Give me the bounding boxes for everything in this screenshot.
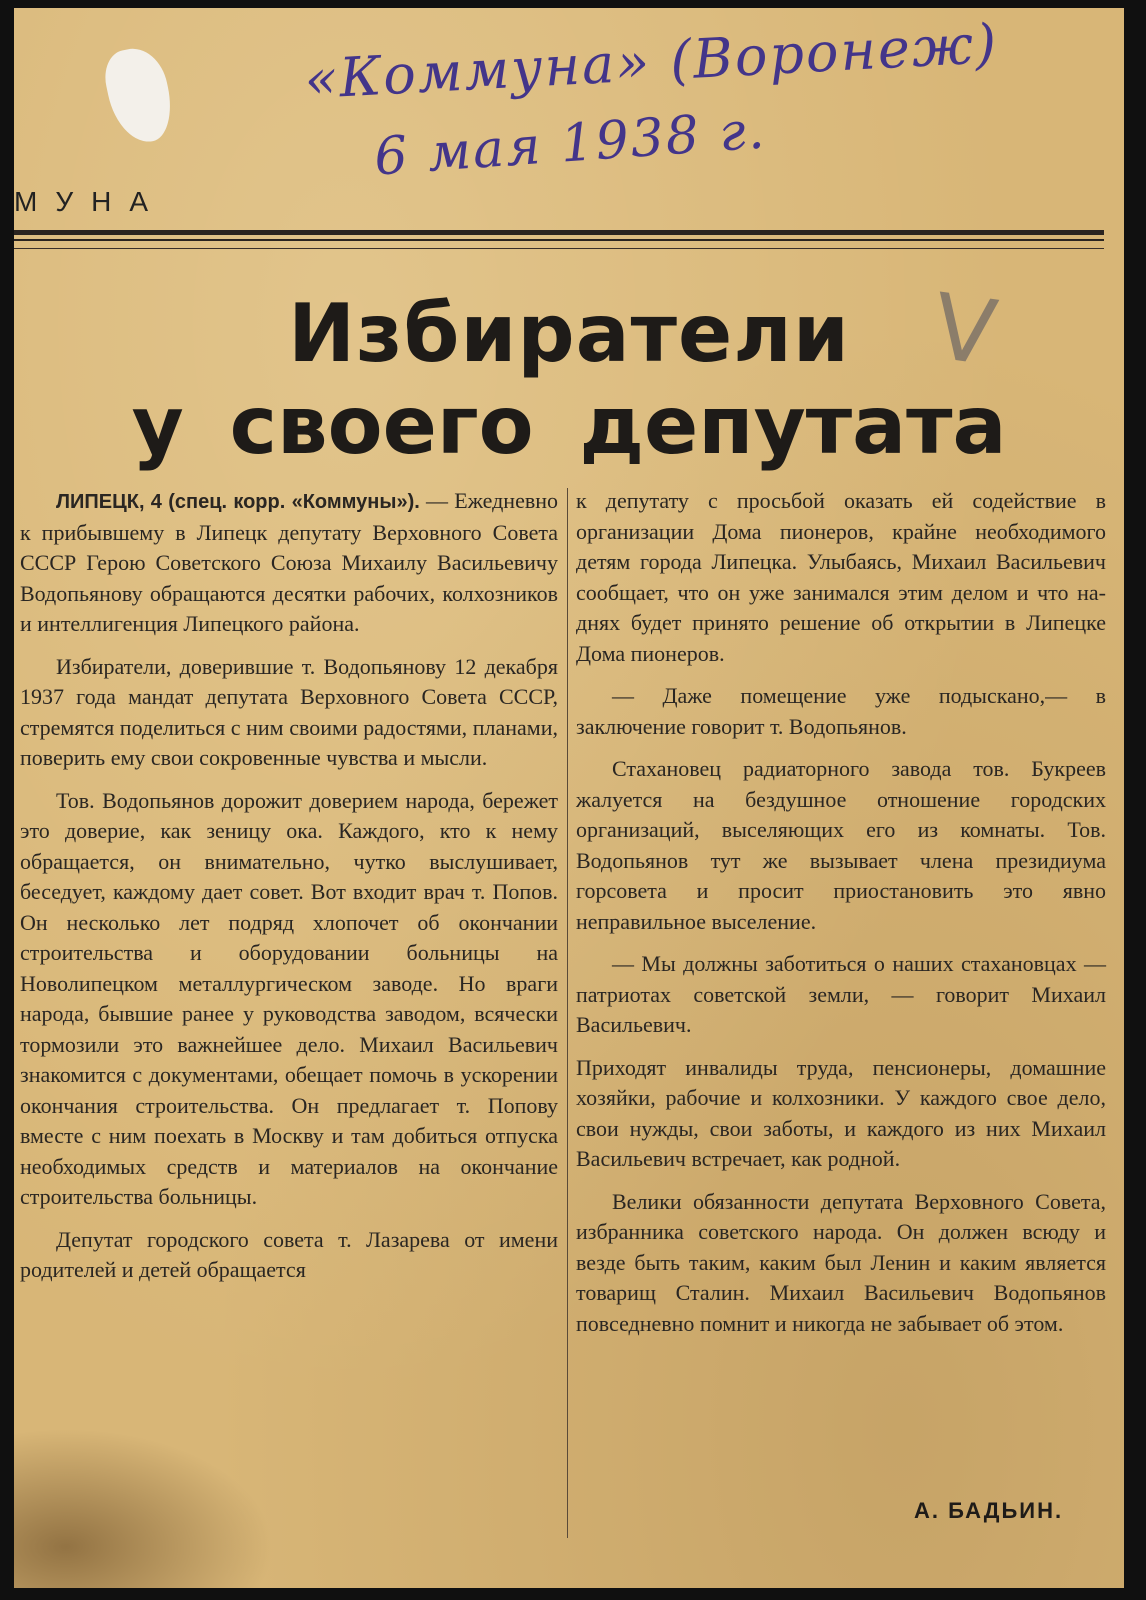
article-paragraph (20, 786, 558, 1213)
paragraph-text: — Даже помещение уже подыскано,— в заключение говорит т. Водопьянов. (576, 683, 1106, 739)
masthead-fragment: МУНА (14, 186, 167, 217)
handwritten-source: «Коммуна» (Воронеж) (302, 11, 1000, 112)
paragraph-text: Стахановец радиаторного завода тов. Букреев жалуется на бездушное отношение городских организаций, выселяющих его из комнаты. Тов. Водопьянов тут же вызывает члена президиума горсовета и просит приостановить это явно неправильное выселение. (576, 756, 1106, 934)
paragraph-text: Избиратели, доверившие т. Водопьянову 12 декабря 1937 года мандат депутата Верховного Совета СССР, стремятся поделиться с ним своими радостями, планами, поверить ему свои сокровенные чувства и мысли. (20, 653, 558, 770)
article-paragraph (576, 1187, 1106, 1340)
article-paragraph (576, 949, 1106, 1041)
article-paragraph (20, 652, 558, 774)
rule (14, 239, 1104, 241)
handwritten-date: 6 мая 1938 г. (372, 100, 768, 188)
paragraph-text: Приходят инвалиды труда, пенсионеры, домашние хозяйки, рабочие и колхозники. У каждого свое дело, свои нужды, свои заботы, и каждого из них Михаил Васильевич встречает, как родной. (576, 1054, 1106, 1171)
column-divider (567, 488, 568, 1538)
article-paragraph (576, 681, 1106, 742)
rule (14, 248, 1104, 249)
article-column-right (576, 486, 1106, 1351)
newspaper-clipping (14, 8, 1124, 1588)
headline-line-1: Избиратели (288, 287, 850, 380)
article-paragraph (20, 1225, 558, 1286)
torn-corner (100, 43, 178, 148)
article-paragraph (576, 486, 1106, 669)
handwritten-note (284, 11, 1044, 188)
article-column-left (20, 486, 558, 1298)
rule (14, 230, 1104, 235)
headline-line-2: у своего депутата (131, 379, 1007, 472)
paragraph-text: — Мы должны заботиться о наших стахановцах — патриотах советской земли, — говорит Михаил Васильевич. (576, 951, 1106, 1037)
author-signature: А. БАДЬИН. (914, 1498, 1064, 1523)
article-paragraph (576, 754, 1106, 937)
article-paragraph (20, 486, 558, 640)
dateline: ЛИПЕЦК, 4 (спец. корр. «Коммуны»). (56, 491, 420, 513)
stain (14, 1428, 274, 1588)
paragraph-text: к депутату с просьбой оказать ей содействие в организации Дома пионеров, крайне необходимого детям города Липецка. Улыбаясь, Михаил Васильевич сообщает, что он уже занимался этим делом и что на-днях будет принято решение об открытии в Липецке Дома пионеров. (576, 488, 1106, 666)
article-paragraph (576, 1053, 1106, 1175)
paragraph-text: Депутат городского совета т. Лазарева от имени родителей и детей обращается (20, 1226, 558, 1282)
paragraph-text: Велики обязанности депутата Верховного Совета, избранника советского народа. Он должен всюду и везде быть таким, каким был Ленин и каким является товарищ Сталин. Михаил Васильевич Водопьянов повседневно помнит и никогда не забывает об этом. (576, 1188, 1106, 1336)
check-mark: V (926, 274, 1003, 387)
paragraph-text: — Ежедневно к прибывшему в Липецк депутату Верховного Совета СССР Герою Советского Союза Михаилу Васильевичу Водопьянову обращаются десятки рабочих, колхозников и интеллигенция Липецкого района. (20, 488, 558, 636)
paragraph-text: Тов. Водопьянов дорожит доверием народа, бережет это доверие, как зеницу ока. Каждого, кто к нему обращается, он внимательно, чутко выслушивает, беседует, каждому дает совет. Вот входит врач т. Попов. Он несколько лет подряд хлопочет об окончании строительства и оборудовании больницы на Новолипецком металлургическом заводе. Но враги народа, бывшие ранее у руководства заводом, всячески тормозили это важнейшее дело. Михаил Васильевич знакомится с документами, обещает помочь в ускорении окончания строительства. Он предлагает т. Попову вместе с ним поехать в Москву и там добиться отпуска необходимых средств и материалов на окончание строительства больницы. (20, 787, 558, 1209)
